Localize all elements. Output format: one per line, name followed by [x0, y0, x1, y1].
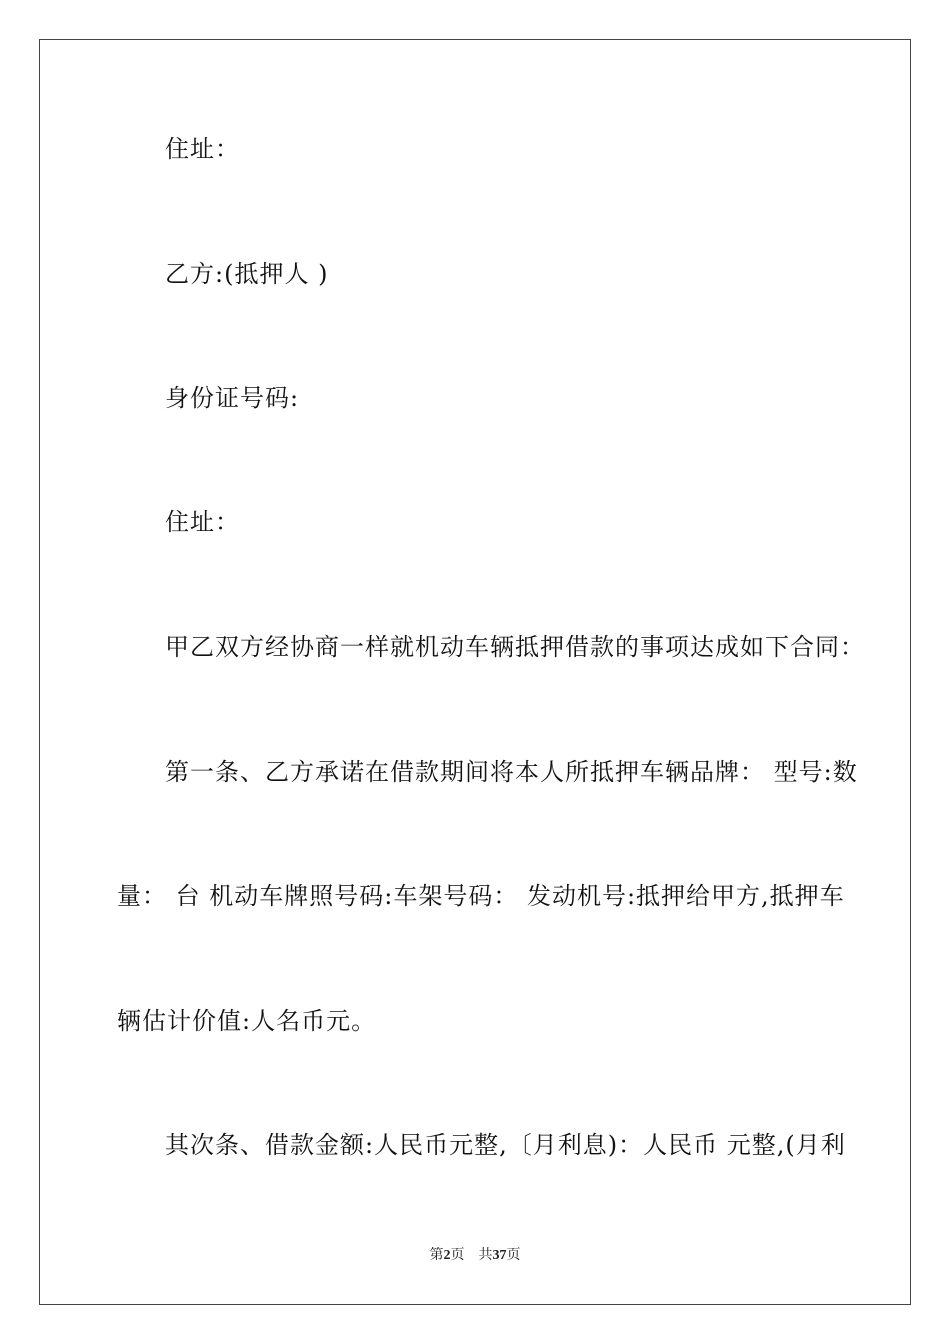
total-page-number: 37 — [492, 1248, 507, 1263]
page-unit: 页 — [450, 1248, 465, 1263]
current-page-number: 2 — [443, 1248, 451, 1263]
page-prefix: 第 — [429, 1248, 444, 1263]
address-line-party-a: 住址： — [165, 135, 240, 163]
article-one-line-3: 辆估计价值:人名币元。 — [117, 1007, 377, 1035]
article-one-line-1: 第一条、乙方承诺在借款期间将本人所抵押车辆品牌： 型号:数 — [165, 758, 858, 786]
agreement-intro-paragraph: 甲乙双方经协商一样就机动车辆抵押借款的事项达成如下合同： — [165, 633, 865, 661]
page-footer — [0, 1247, 950, 1265]
address-line-party-b: 住址： — [165, 508, 240, 536]
page-border — [39, 39, 911, 1305]
party-b-line: 乙方:(抵押人 ) — [165, 260, 329, 288]
total-prefix: 共 — [478, 1248, 493, 1263]
article-two-line-1: 其次条、借款金额:人民币元整,〔月利息)：人民币 元整,(月利 — [165, 1131, 846, 1159]
id-number-line: 身份证号码: — [165, 384, 300, 412]
article-one-line-2: 量： 台 机动车牌照号码:车架号码： 发动机号:抵押给甲方,抵押车 — [117, 882, 845, 910]
total-unit: 页 — [506, 1248, 521, 1263]
